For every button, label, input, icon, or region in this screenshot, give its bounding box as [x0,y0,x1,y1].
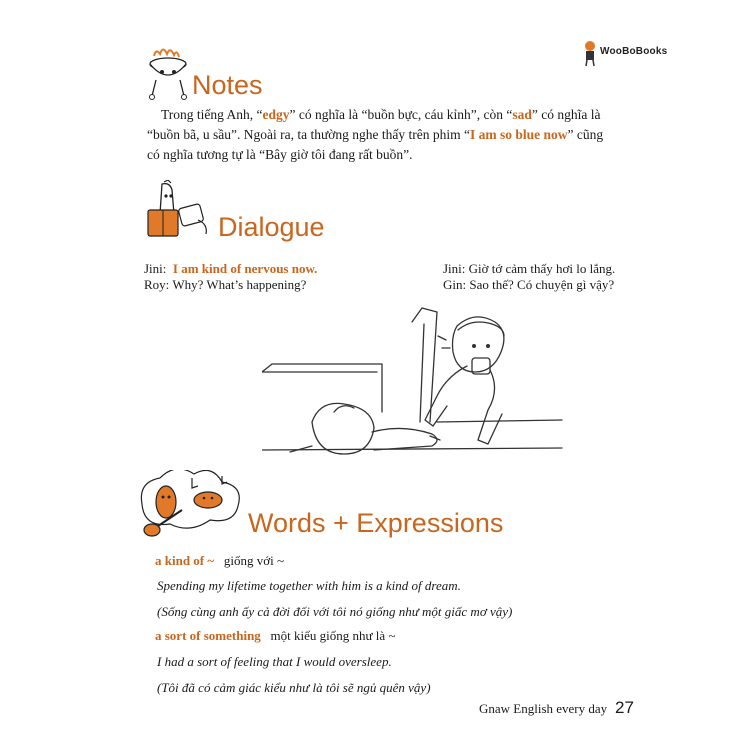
notes-keyword-edgy: edgy [262,107,290,122]
entry-1-translation: (Sống cùng anh ấy cả đời đối với tôi nó giống như một giấc mơ vậy) [157,604,513,619]
entry-2-header [155,628,395,644]
dialogue-key-phrase: I am kind of nervous now. [172,261,318,276]
bbq-grill-mascot-icon [142,42,194,100]
dialogue-illustration [262,302,567,478]
entry-term: a kind of ~ [155,553,215,568]
entry-2-translation: (Tôi đã có cảm giác kiểu như là tôi sẽ ngủ quên vậy) [157,680,431,695]
notes-title: Notes [192,70,263,100]
entry-meaning: một kiểu giống như là ~ [270,628,396,643]
notes-text-2: ” có nghĩa là “buồn bực, cáu kỉnh”, còn “ [289,107,513,122]
entry-term: a sort of something [155,628,261,643]
page-number: 27 [615,698,634,717]
entry-1-example: Spending my lifetime together with him is a kind of dream. [157,578,461,593]
dialogue-title: Dialogue [218,212,325,242]
entry-2-example: I had a sort of feeling that I would oversleep. [157,654,392,669]
notes-text-1: Trong tiếng Anh, “ [161,107,263,122]
dialogue-line-gin-vi [443,277,615,293]
dialogue-line-jini-vi [443,261,615,277]
dialogue-vietnamese [443,261,615,293]
footer-text: Gnaw English every day [479,701,608,716]
dialogue-line-text: Giờ tớ cảm thấy hơi lo lắng. [468,261,616,276]
brand-name: WooBoBooks [600,46,668,57]
notes-text-4: ” cũng có nghĩa tương tự là “Bây giờ tôi đang rất buồn”. [147,127,604,162]
speaker-label: Roy: [144,277,170,292]
entry-1-header [155,553,284,569]
words-title: Words + Expressions [248,508,504,538]
reading-mascot-icon [140,180,215,242]
speaker-label: Gin: [443,277,467,292]
dialogue-line-text: Why? What’s happening? [172,277,307,292]
guitar-singing-mascot-icon [138,470,248,542]
speaker-label: Jini: [144,261,167,276]
notes-keyword-sad: sad [512,107,532,122]
dialogue-line-roy [144,277,317,293]
notes-paragraph [147,105,607,165]
entry-meaning: giống với ~ [223,553,285,568]
dialogue-line-jini [144,261,317,277]
notes-keyword-blue: I am so blue now [470,127,568,142]
speaker-label: Jini: [443,261,466,276]
dialogue-line-text: Sao thế? Có chuyện gì vậy? [469,277,615,292]
dialogue-english [144,261,317,293]
notes-text-3: ” có nghĩa là “buồn bã, u sầu”. Ngoài ra, ta thường nghe thấy trên phim “ [147,107,601,142]
